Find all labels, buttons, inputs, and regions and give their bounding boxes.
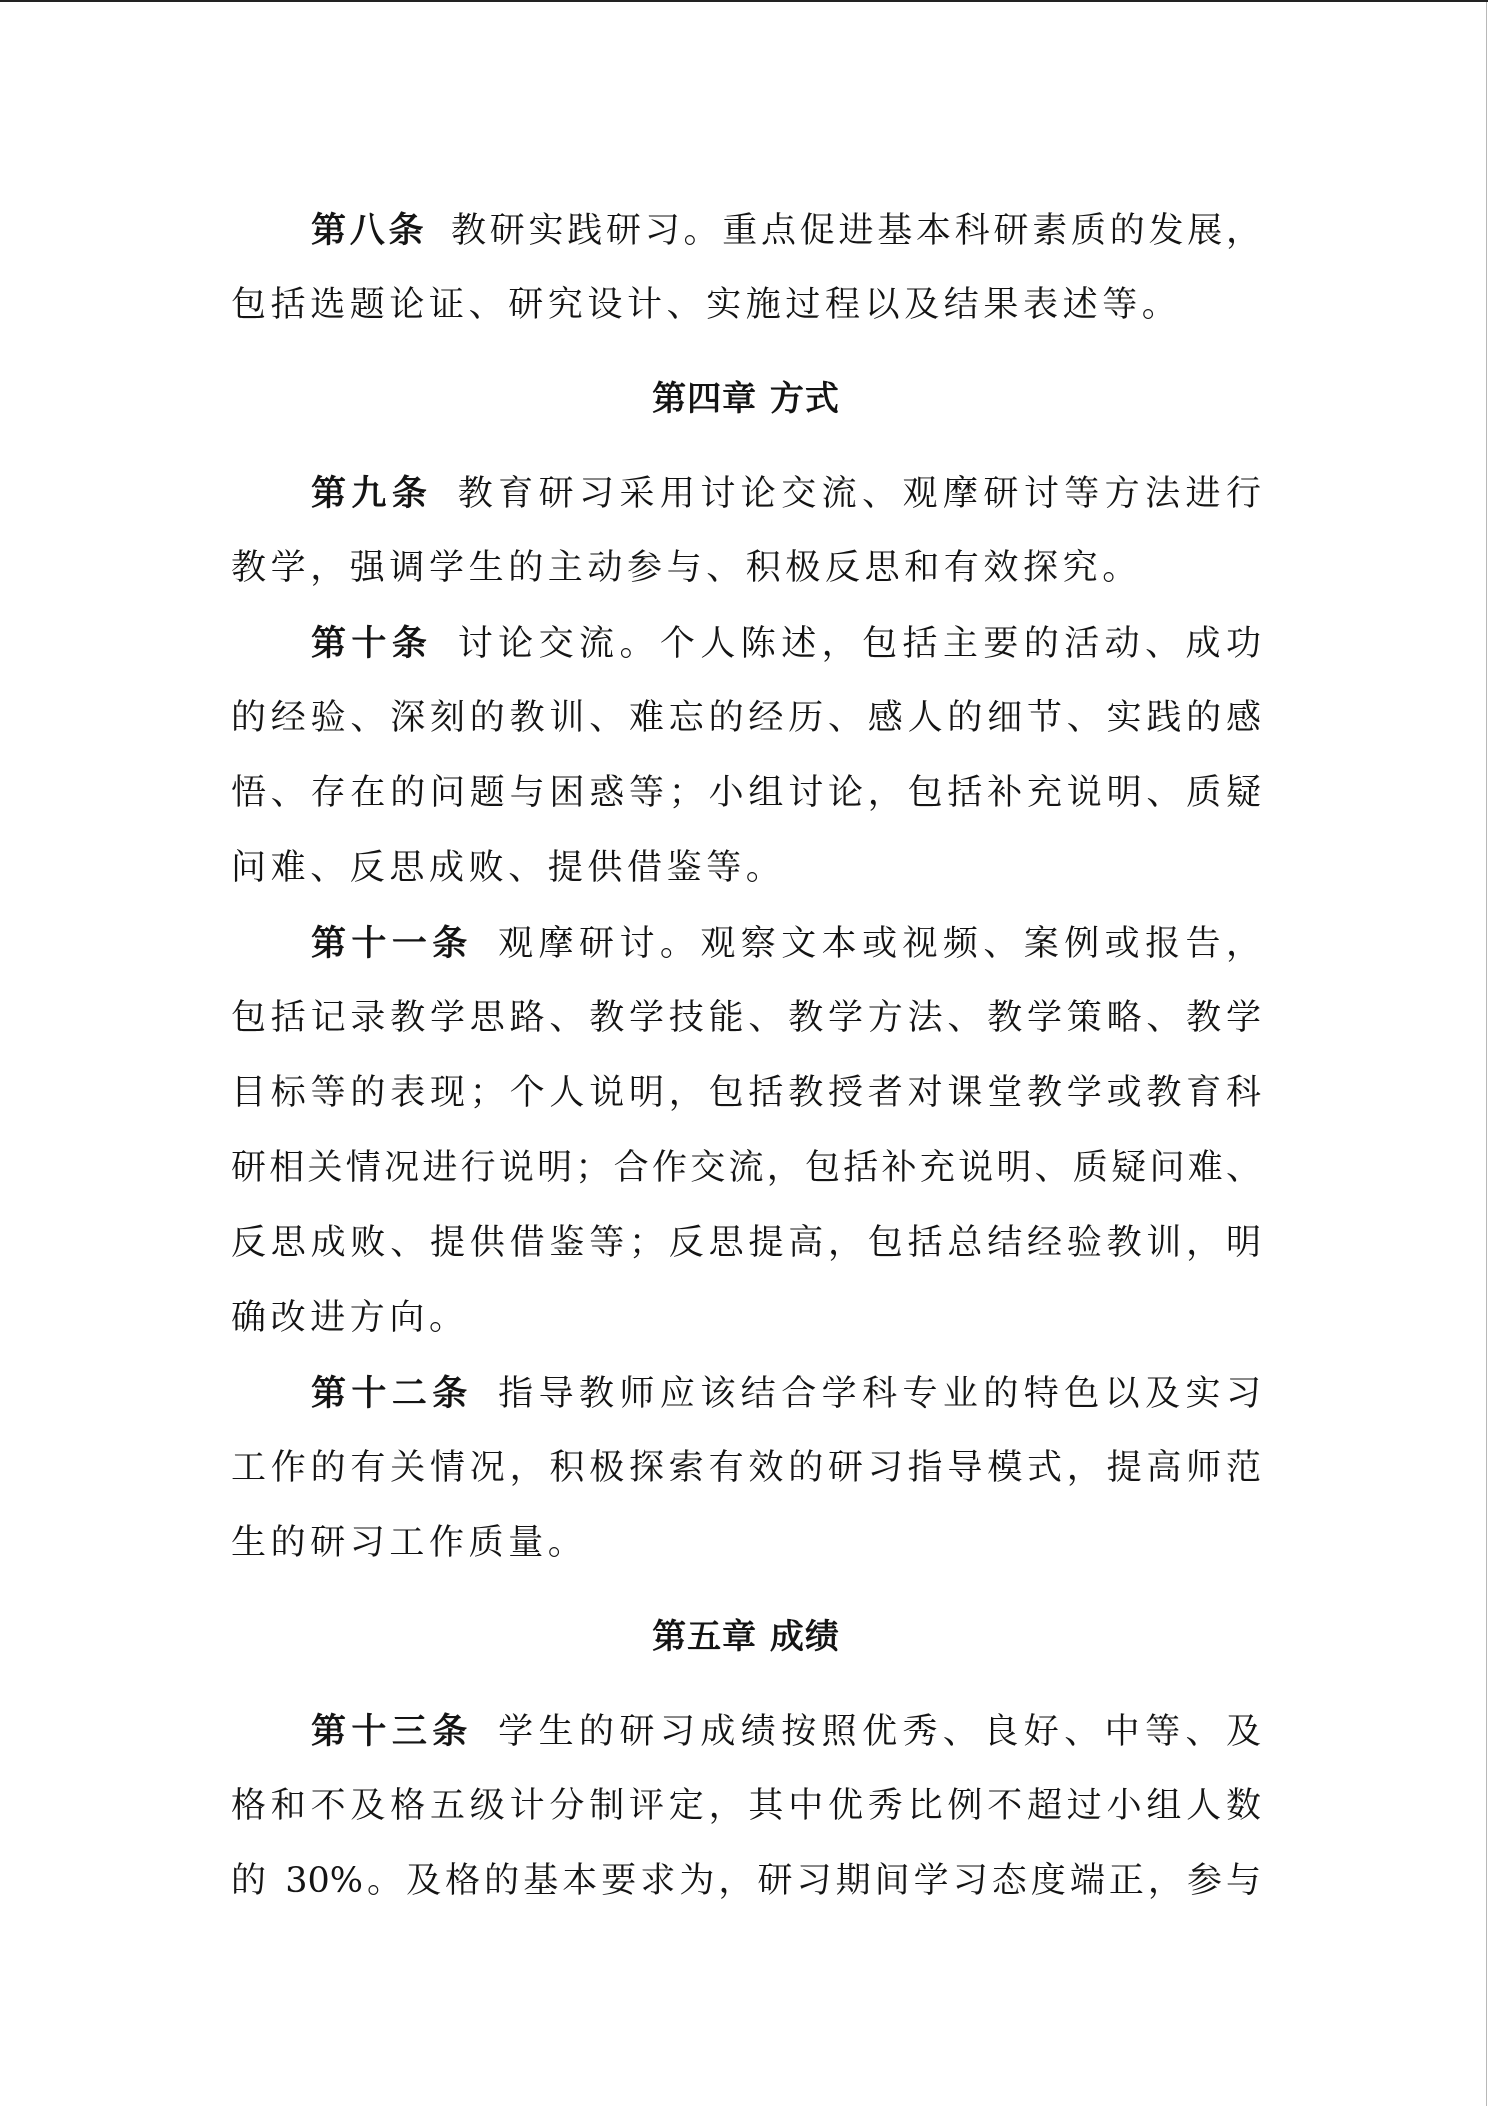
- article-line: 教学，强调学生的主动参与、积极反思和有效探究。: [231, 547, 1142, 588]
- article-line: 确改进方向。: [231, 1297, 469, 1338]
- article-text: 教育研习采用讨论交流、观摩研讨等方法进行: [452, 473, 1261, 514]
- article-text: 指导教师应该结合学科专业的特色以及实习: [492, 1373, 1261, 1414]
- article-text: 学生的研习成绩按照优秀、良好、中等、及: [492, 1711, 1261, 1752]
- document-body: [231, 193, 1261, 1919]
- article-13: [231, 1694, 1261, 1919]
- article-first-line: [231, 906, 1261, 981]
- article-line: 的经验、深刻的教训、难忘的经历、感人的细节、实践的感: [231, 697, 1261, 738]
- article-line: 生的研习工作质量。: [231, 1522, 588, 1563]
- article-first-line: [231, 1694, 1261, 1769]
- article-10: [231, 606, 1261, 906]
- article-number: 第十条: [311, 622, 433, 664]
- article-line: 问难、反思成败、提供借鉴等。: [231, 847, 786, 888]
- article-line: 悟、存在的问题与困惑等；小组讨论，包括补充说明、质疑: [231, 772, 1261, 813]
- chapter-heading: 第四章 方式: [652, 378, 840, 419]
- article-number: 第八条: [311, 209, 428, 251]
- article-number: 第十一条: [311, 922, 473, 964]
- article-line: 格和不及格五级计分制评定，其中优秀比例不超过小组人数: [231, 1785, 1261, 1826]
- article-number: 第十三条: [311, 1710, 473, 1752]
- article-first-line: [231, 1356, 1261, 1431]
- article-11: [231, 906, 1261, 1356]
- article-line: 工作的有关情况，积极探索有效的研习指导模式，提高师范: [231, 1447, 1261, 1488]
- chapter-heading: 第五章 成绩: [652, 1616, 840, 1657]
- article-line: 的 30%。及格的基本要求为，研习期间学习态度端正，参与: [231, 1860, 1261, 1901]
- article-line: 反思成败、提供借鉴等；反思提高，包括总结经验教训，明: [231, 1222, 1261, 1263]
- article-9: [231, 456, 1261, 606]
- article-first-line: [231, 606, 1261, 681]
- article-first-line: [231, 456, 1261, 531]
- article-text: 教研实践研习。重点促进基本科研素质的发展，: [447, 210, 1261, 251]
- article-12: [231, 1356, 1261, 1581]
- page-edge: [1486, 2, 1487, 2106]
- article-line: 研相关情况进行说明；合作交流，包括补充说明、质疑问难、: [231, 1147, 1261, 1188]
- article-text: 观摩研讨。观察文本或视频、案例或报告，: [492, 923, 1261, 964]
- article-number: 第九条: [311, 472, 433, 514]
- article-line: 包括记录教学思路、教学技能、教学方法、教学策略、教学: [231, 997, 1261, 1038]
- article-line: 目标等的表现；个人说明，包括教授者对课堂教学或教育科: [231, 1072, 1261, 1113]
- article-text: 讨论交流。个人陈述，包括主要的活动、成功: [452, 623, 1261, 664]
- article-first-line: [231, 193, 1261, 268]
- article-8: [231, 193, 1261, 343]
- article-number: 第十二条: [311, 1372, 473, 1414]
- article-line: 包括选题论证、研究设计、实施过程以及结果表述等。: [231, 284, 1182, 325]
